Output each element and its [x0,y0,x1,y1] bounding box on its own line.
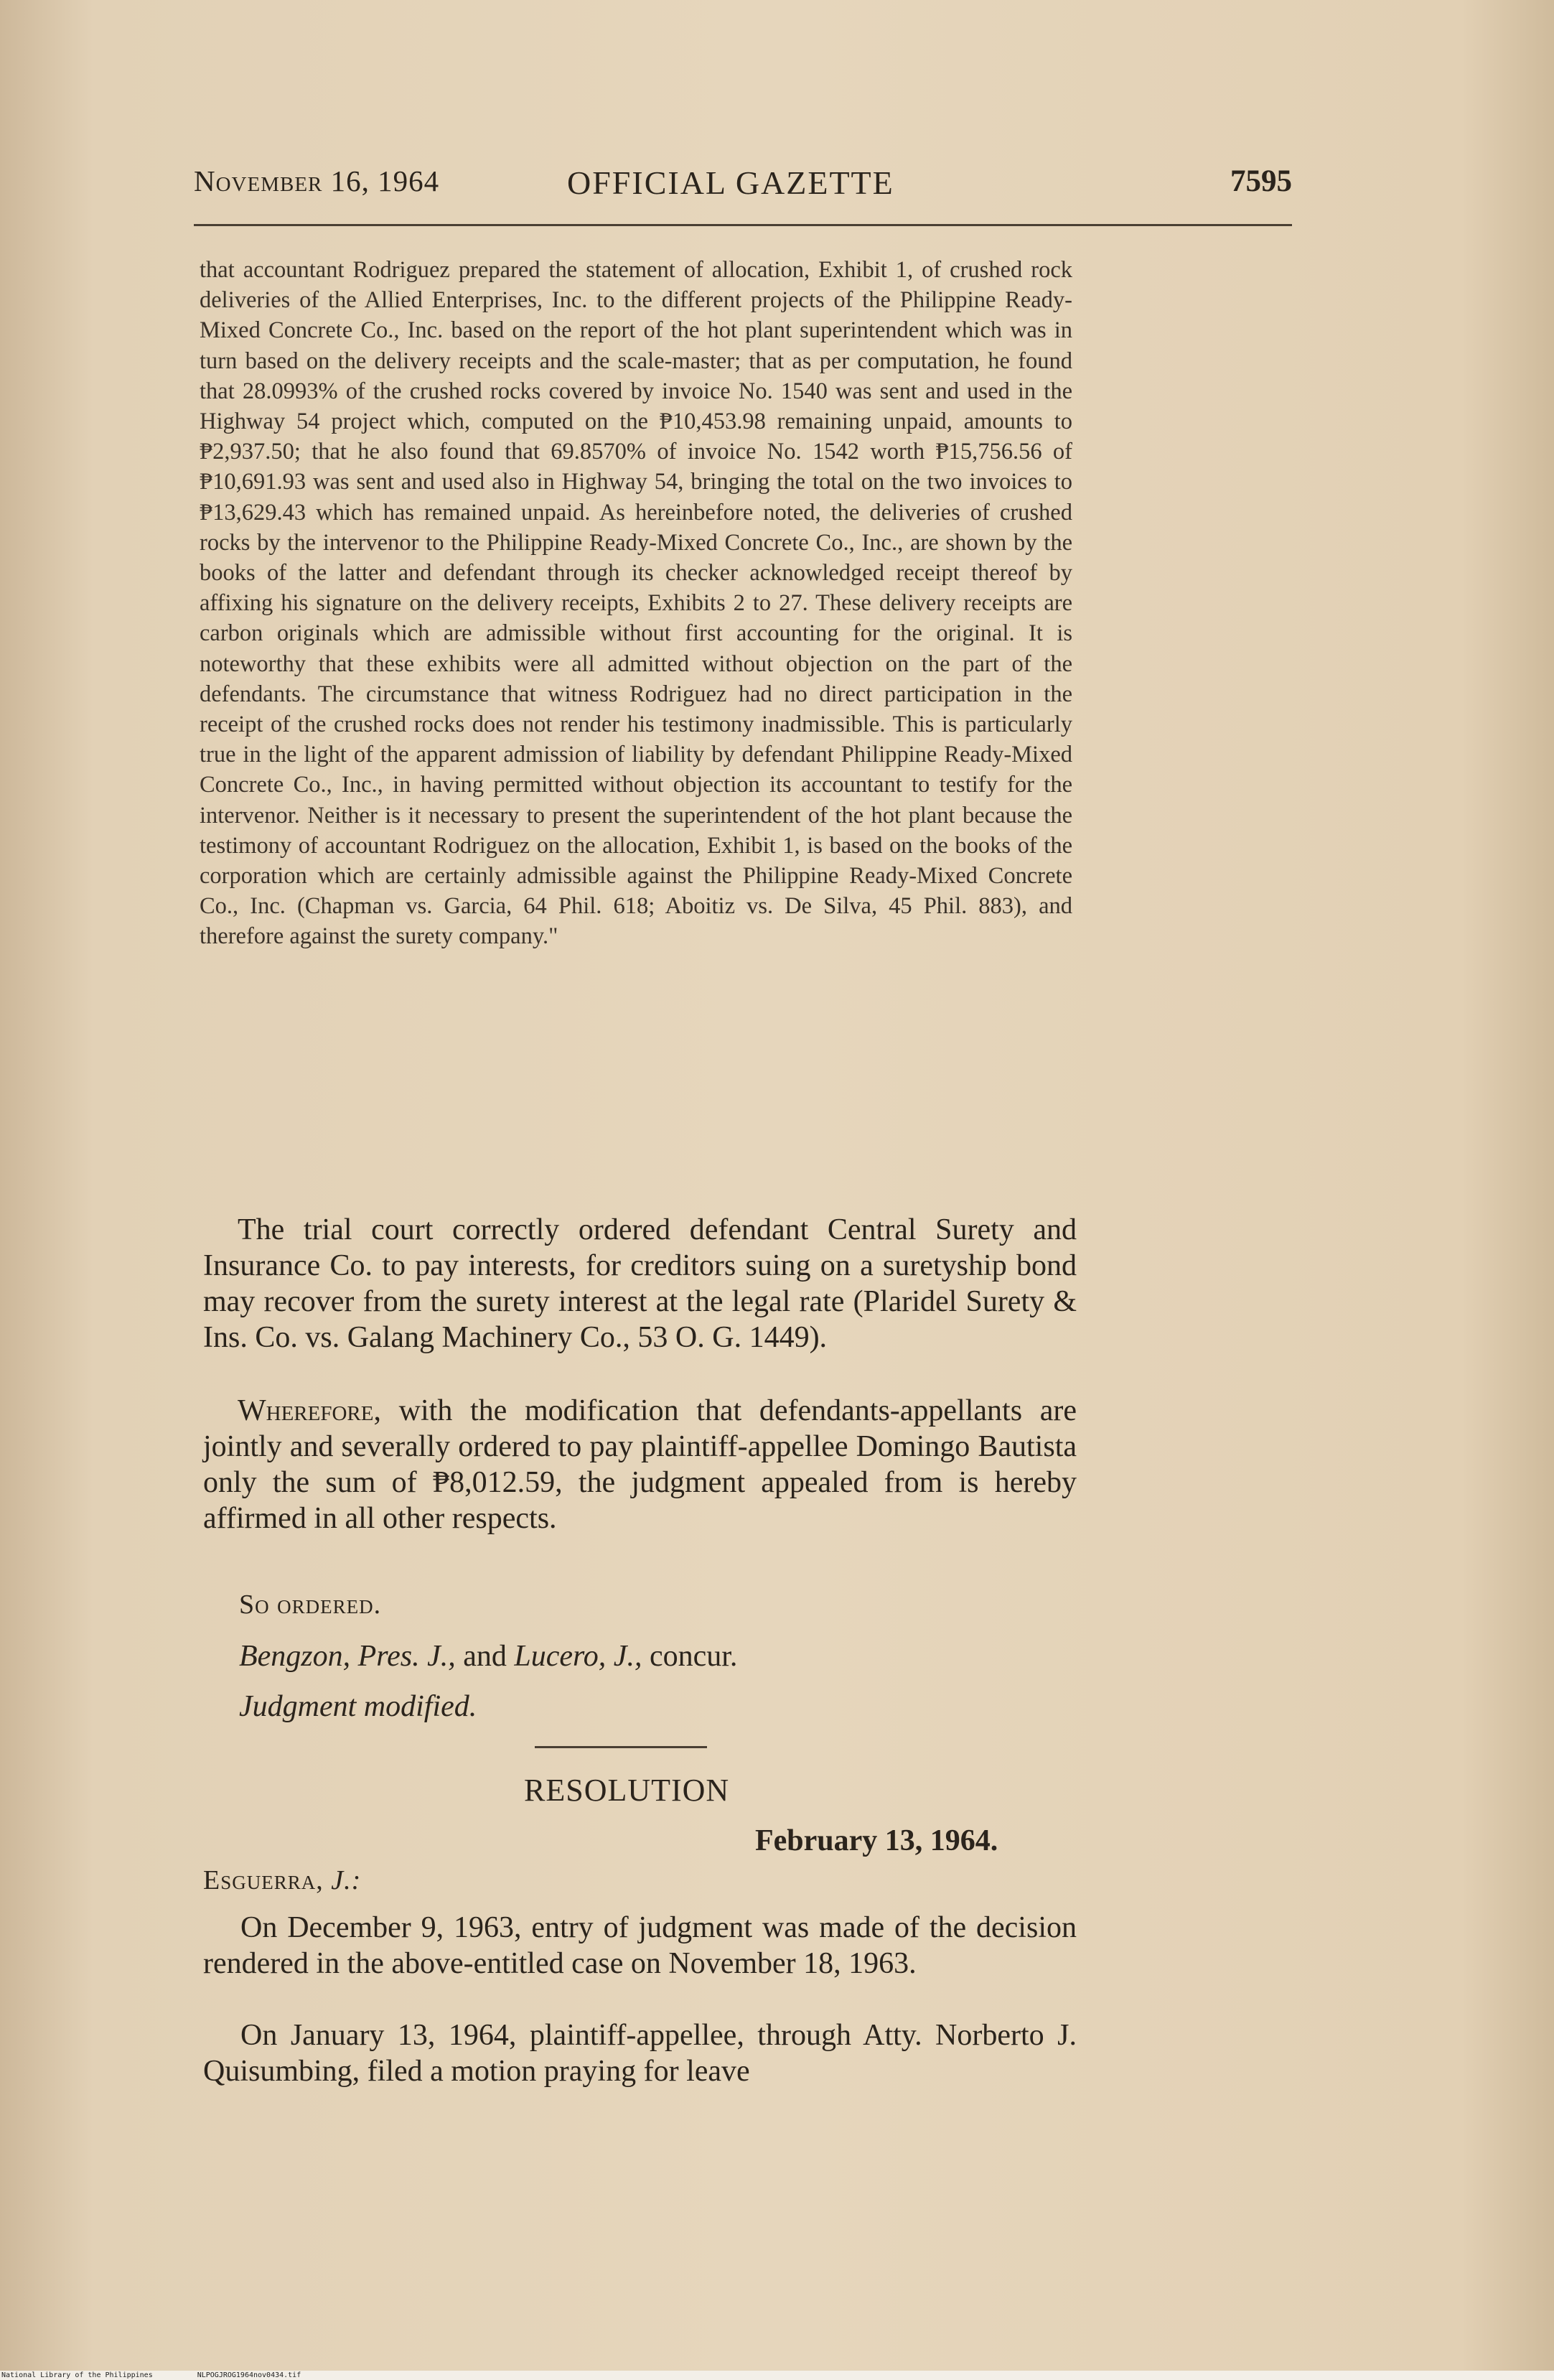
resolution-paragraph-1: On December 9, 1963, entry of judgment was made of the decision rendered in the above-entitled case on November 18, 1963. [203,1911,1077,1980]
author-name: Esguerra, [203,1865,324,1895]
resolution-author [203,1865,361,1896]
footer-file: NLPOGJROG1964nov0434.tif [197,2371,301,2379]
header-title: OFFICIAL GAZETTE [567,164,894,201]
concur-name-2: Lucero, J., [514,1640,642,1673]
page-number: 7595 [1230,164,1292,198]
so-ordered: So ordered. [239,1590,382,1620]
scan-footer [0,2371,1554,2380]
header-date: November 16, 1964 [194,164,440,197]
page-header [194,164,1292,207]
wherefore-lead: Wherefore, [238,1394,381,1427]
wherefore-text: with the modification that defendants-appellants are jointly and severally ordered to pay plaintiff-appellee Domingo Bautista only the sum of ₱8,012.59, the judgment appealed from is hereby affirmed in all other respects. [203,1394,1077,1535]
paragraph-interest: The trial court correctly ordered defendant Central Surety and Insurance Co. to pay interests, for creditors suing on a suretyship bond may recover from the surety interest at the legal rate (Plaridel Surety & Ins. Co. vs. Galang Machinery Co., 53 O. G. 1449). [203,1213,1077,1354]
section-divider [535,1746,707,1748]
resolution-date: February 13, 1964. [755,1824,998,1857]
footer-library: National Library of the Philippines [1,2371,153,2379]
paragraph-wherefore [203,1393,1077,1536]
quoted-passage: that accountant Rodriguez prepared the statement of allocation, Exhibit 1, of crushed rock deliveries of the Allied Enterprises, Inc. to the different projects of the Philippine Ready-Mixed Concrete Co., Inc. based on the report of the hot plant superintendent which was in turn based on the delivery receipts and the scale-master; that as per computation, he found that 28.0993% of the crushed rocks covered by invoice No. 1540 was sent and used in the Highway 54 project which, computed on the ₱10,453.98 remaining unpaid, amounts to ₱2,937.50; that he also found that 69.8570% of invoice No. 1542 worth ₱15,756.56 of ₱10,691.93 was sent and used also in Highway 54, bringing the total on the two invoices to ₱13,629.43 which has remained unpaid. As hereinbefore noted, the deliveries of crushed rocks by the intervenor to the Philippine Ready-Mixed Concrete Co., Inc., are shown by the books of the latter and defendant through its checker acknowledged receipt thereof by affixing his signature on the delivery receipts, Exhibits 2 to 27. These delivery receipts are carbon originals which are admissible without first accounting for the original. It is noteworthy that these exhibits were all admitted without objection on the part of the defendants. The circumstance that witness Rodriguez had no direct participation in the receipt of the crushed rocks does not render his testimony inadmissible. This is particularly true in the light of the apparent admission of liability by defendant Philippine Ready-Mixed Concrete Co., Inc., in having permitted without objection its accountant to testify for the intervenor. Neither is it necessary to present the superintendent of the hot plant because the testimony of accountant Rodriguez on the allocation, Exhibit 1, is based on the books of the corporation which are certainly admissible against the Philippine Ready-Mixed Concrete Co., Inc. (Chapman vs. Garcia, 64 Phil. 618; Aboitiz vs. De Silva, 45 Phil. 883), and therefore against the surety company." [200,257,1072,950]
judgment-modified: Judgment modified. [239,1690,477,1723]
header-rule [194,224,1292,226]
concur-and: and [455,1640,515,1673]
author-title: J.: [323,1865,362,1895]
concur-verb: concur. [642,1640,738,1673]
resolution-title: RESOLUTION [524,1773,730,1808]
concurrence-line [239,1639,737,1674]
concur-name-1: Bengzon, Pres. J., [239,1640,456,1673]
resolution-paragraph-2: On January 13, 1964, plaintiff-appellee, through Atty. Norberto J. Quisumbing, filed a motion praying for leave [203,2019,1077,2088]
